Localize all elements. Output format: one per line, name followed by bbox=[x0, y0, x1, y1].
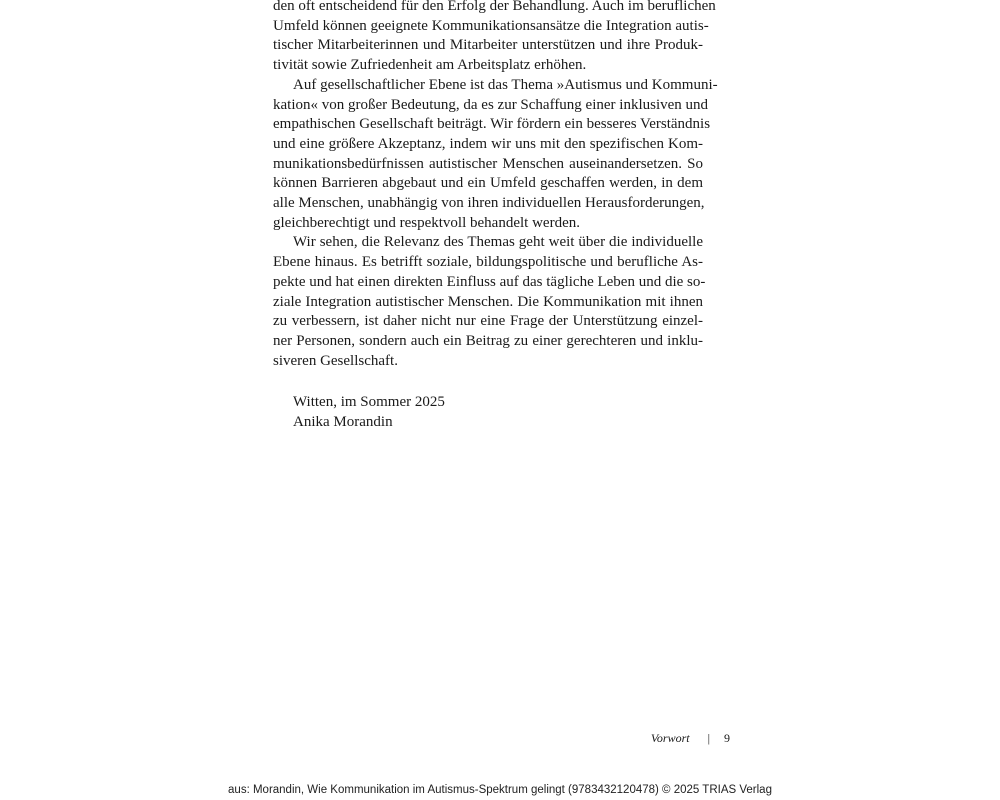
text-line: und eine größere Akzeptanz, indem wir uns mit den spezifischen Kom- bbox=[273, 135, 703, 152]
text-line: alle Menschen, unabhängig von ihren individuellen Herausforderungen, bbox=[273, 195, 705, 212]
text-line: tischer Mitarbeiterinnen und Mitarbeiter unterstützen und ihre Produk- bbox=[273, 37, 703, 54]
text-line: ziale Integration autistischer Menschen. Die Kommunikation mit ihnen bbox=[273, 293, 703, 310]
text-line: Auf gesellschaftlicher Ebene ist das Thema »Autismus und Kommuni- bbox=[293, 76, 718, 93]
paragraph-2 bbox=[273, 76, 718, 234]
signature-block bbox=[293, 393, 445, 432]
text-line: kation« von großer Bedeutung, da es zur Schaffung einer inklusiven und bbox=[273, 96, 709, 113]
paragraph-3 bbox=[273, 233, 706, 371]
text-line: empathischen Gesellschaft beiträgt. Wir fördern ein besseres Verständnis bbox=[273, 116, 711, 133]
page-number: 9 bbox=[724, 731, 730, 745]
place-date: Witten, im Sommer 2025 bbox=[293, 394, 445, 410]
text-line: zu verbessern, ist daher nicht nur eine Frage der Unterstützung einzel- bbox=[273, 313, 703, 330]
text-line: pekte und hat einen direkten Einfluss auf das tägliche Leben und die so- bbox=[273, 273, 706, 290]
section-title: Vorwort bbox=[650, 731, 690, 745]
text-line: Umfeld können geeignete Kommunikationsansätze die Integration autis- bbox=[273, 17, 709, 34]
text-line: können Barrieren abgebaut und ein Umfeld geschaffen werden, in dem bbox=[273, 175, 703, 192]
text-line: siveren Gesellschaft. bbox=[273, 352, 398, 369]
text-line: Ebene hinaus. Es betrifft soziale, bildungspolitische und berufliche As- bbox=[273, 254, 703, 271]
text-line: ner Personen, sondern auch ein Beitrag zu einer gerechteren und inklu- bbox=[273, 332, 703, 349]
text-line: gleichberechtigt und respektvoll behandelt werden. bbox=[273, 214, 580, 231]
text-line: den oft entscheidend für den Erfolg der Behandlung. Auch im beruflichen bbox=[273, 0, 716, 14]
text-line: Wir sehen, die Relevanz des Themas geht weit über die individuelle bbox=[293, 234, 703, 251]
body-text bbox=[273, 0, 718, 371]
paragraph-1 bbox=[273, 0, 716, 76]
running-footer bbox=[600, 731, 730, 746]
author-name: Anika Morandin bbox=[293, 413, 393, 430]
source-citation: aus: Morandin, Wie Kommunikation im Autismus-Spektrum gelingt (9783432120478) © 2025 TRIAS Verlag bbox=[228, 784, 772, 796]
text-line: munikationsbedürfnissen autistischer Menschen auseinandersetzen. So bbox=[273, 155, 703, 172]
text-line: tivität sowie Zufriedenheit am Arbeitsplatz erhöhen. bbox=[273, 57, 587, 74]
footer-separator: | bbox=[707, 731, 710, 745]
